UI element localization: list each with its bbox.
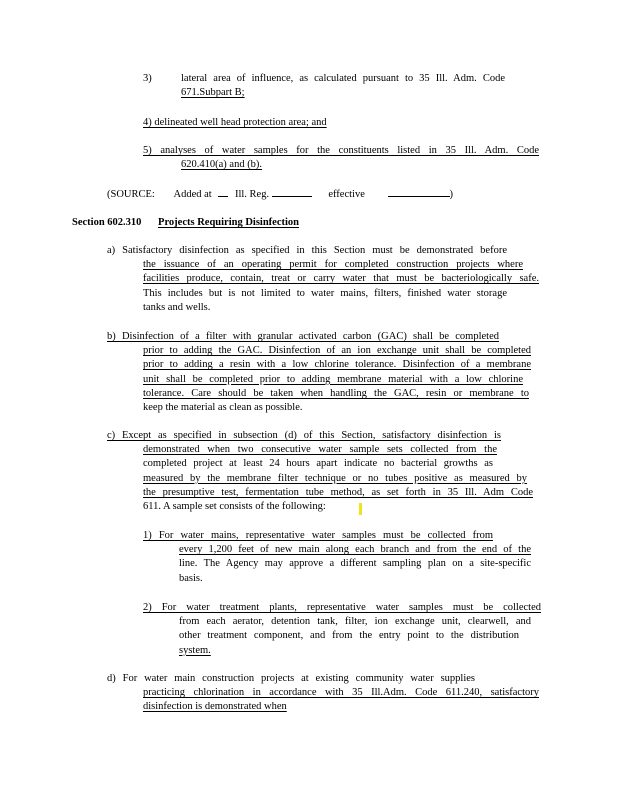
source-blank-page <box>272 186 312 197</box>
para-c1-line: every 1,200 feet of new main along each branch and from the end of the <box>179 544 531 556</box>
item-3-num-text: 3) <box>143 73 152 84</box>
para-a-line: a) Satisfactory disinfection as specified in this Section must be demonstrated before <box>107 245 507 256</box>
para-c-line: 611. A sample set consists of the following: <box>143 501 326 513</box>
paragraph-c-1 <box>143 529 531 586</box>
source-close: ) <box>449 189 453 200</box>
text-cursor-highlight <box>359 503 362 515</box>
source-reg: Ill. Reg. <box>234 189 270 200</box>
paragraph-c <box>107 429 531 514</box>
para-c-line: demonstrated when two consecutive water sample sets collected from the <box>143 444 497 456</box>
para-a-line: This includes but is not limited to water mains, filters, finished water storage <box>143 287 507 299</box>
item-5-line-1: 5) analyses of water samples for the constituents listed in 35 Ill. Adm. Code <box>143 145 539 156</box>
para-c2-line: from each aerator, detention tank, filter, ion exchange unit, clearwell, and <box>179 616 531 628</box>
item-4-text: 4) delineated well head protection area; and <box>143 117 327 128</box>
para-c-line: completed project at least 24 hours apart indicate no bacterial growths as <box>143 458 493 470</box>
item-3-line-2: 671.Subpart B; <box>181 87 245 99</box>
source-prefix: (SOURCE: <box>107 189 155 200</box>
source-note <box>107 186 453 202</box>
para-b-line: prior to adding the GAC. Disinfection of an ion exchange unit shall be completed <box>143 345 531 357</box>
para-c2-line: 2) For water treatment plants, representative water samples must be collected <box>143 602 541 613</box>
item-5-line-2: 620.410(a) and (b). <box>181 159 263 171</box>
para-c2-line: other treatment component, and from the entry point to the distribution <box>179 630 519 642</box>
para-b-line: keep the material as clean as possible. <box>143 402 303 414</box>
para-d-line: disinfection is demonstrated when <box>143 701 287 713</box>
para-a-line: tanks and wells. <box>143 301 211 313</box>
section-heading <box>72 216 325 230</box>
item-3-number <box>143 72 152 86</box>
para-c-line: measured by the membrane filter technique or no tubes positive as measured by <box>143 472 527 484</box>
para-c-line: c) Except as specified in subsection (d) of this Section, satisfactory disinfection is <box>107 430 501 441</box>
para-c1-line: basis. <box>179 572 203 584</box>
para-a-line: facilities produce, contain, treat or carry water that must be bacteriologically safe. <box>143 273 539 285</box>
paragraph-a <box>107 244 539 315</box>
source-added: Added at <box>173 189 212 200</box>
para-b-line: prior to adding a resin with a low chlorine tolerance. Disinfection of a membrane <box>143 359 531 371</box>
paragraph-c-2 <box>143 601 541 658</box>
para-c1-line: 1) For water mains, representative water samples must be collected from <box>143 530 493 541</box>
para-b-line: b) Disinfection of a filter with granular activated carbon (GAC) shall be completed <box>107 331 499 342</box>
source-blank-volume <box>218 186 228 197</box>
para-b-line: unit shall be completed prior to adding membrane material with a low chlorine <box>143 373 523 385</box>
item-3-line-1: lateral area of influence, as calculated pursuant to 35 Ill. Adm. Code <box>181 73 505 84</box>
para-a-line: the issuance of an operating permit for completed construction projects where <box>143 259 523 271</box>
item-4 <box>143 116 353 130</box>
para-c1-line: line. The Agency may approve a different sampling plan on a site-specific <box>179 558 531 570</box>
section-label: Section 602.310 <box>72 217 142 228</box>
source-effective: effective <box>328 189 365 200</box>
para-b-line: tolerance. Care should be taken when handling the GAC, resin or membrane to <box>143 387 529 399</box>
paragraph-b <box>107 330 531 415</box>
item-3 <box>181 72 505 100</box>
para-d-line: d) For water main construction projects at existing community water supplies <box>107 673 475 684</box>
para-c2-line: system. <box>179 644 211 656</box>
section-title: Projects Requiring Disinfection <box>158 217 300 228</box>
para-c-line: the presumptive test, fermentation tube method, as set forth in 35 Ill. Adm Code <box>143 486 533 498</box>
paragraph-d <box>107 672 539 715</box>
para-d-line: practicing chlorination in accordance with 35 Ill.Adm. Code 611.240, satisfactory <box>143 687 539 699</box>
source-blank-date <box>388 186 450 197</box>
item-5 <box>143 144 539 172</box>
